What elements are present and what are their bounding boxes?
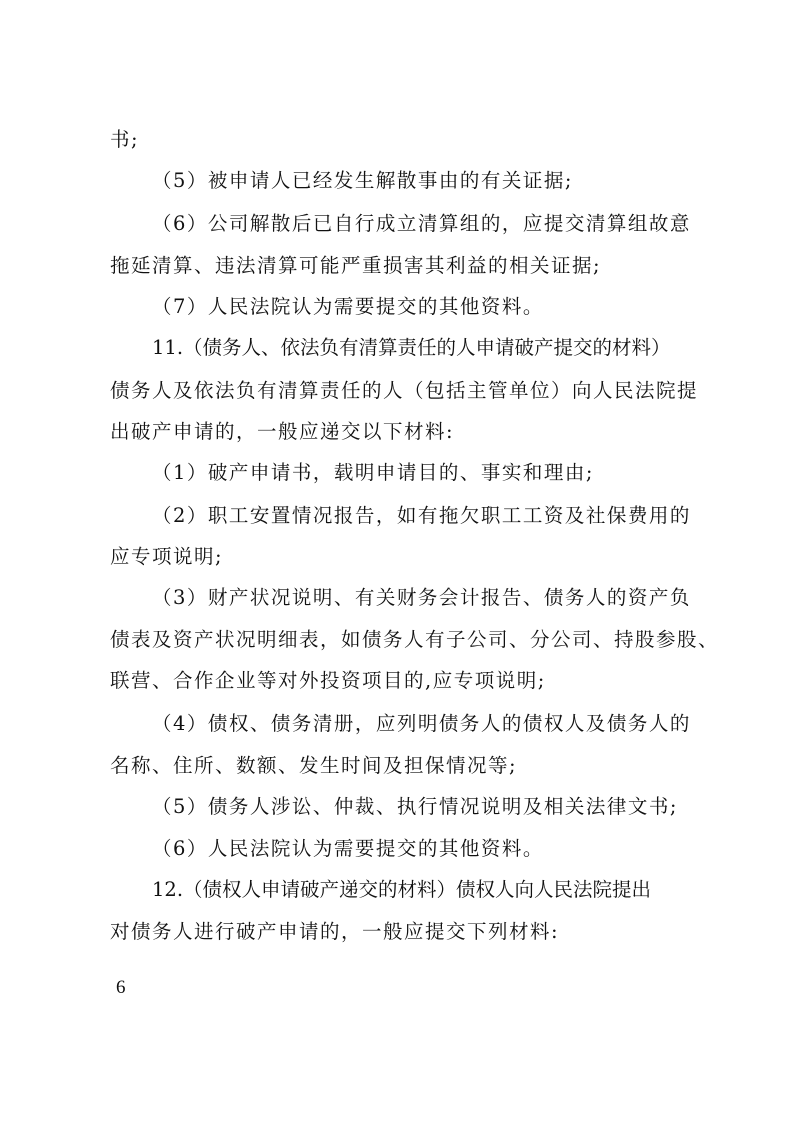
list-item-5b: （5）债务人涉讼、仲裁、执行情况说明及相关法律文书; (152, 795, 678, 818)
section-heading-11: 11.（债务人、依法负有清算责任的人申请破产提交的材料） (152, 336, 671, 359)
text-line: 对债务人进行破产申请的，一般应提交下列材料: (110, 920, 560, 943)
text-line: 出破产申请的，一般应递交以下材料: (110, 420, 455, 443)
text-line: 名称、住所、数额、发生时间及担保情况等; (110, 754, 518, 777)
list-item-5: （5）被申请人已经发生解散事由的有关证据; (152, 169, 573, 192)
list-item-6: （6）公司解散后已自行成立清算组的，应提交清算组故意 (152, 212, 691, 235)
list-item-1: （1）破产申请书，载明申请目的、事实和理由; (152, 461, 594, 484)
list-item-2: （2）职工安置情况报告，如有拖欠职工工资及社保费用的 (152, 504, 691, 527)
list-item-4: （4）债权、债务清册，应列明债务人的债权人及债务人的 (152, 712, 691, 735)
page-number: 6 (116, 977, 126, 998)
text-line: 应专项说明; (110, 545, 224, 568)
text-line: 债务人及依法负有清算责任的人（包括主管单位）向人民法院提 (110, 379, 699, 402)
text-line: 拖延清算、违法清算可能严重损害其利益的相关证据; (110, 254, 602, 277)
list-item-7: （7）人民法院认为需要提交的其他资料。 (152, 295, 544, 318)
text-line: 债表及资产状况明细表，如债务人有子公司、分公司、持股参股、 (110, 628, 720, 651)
text-line: 联营、合作企业等对外投资项目的,应专项说明; (110, 669, 546, 692)
text-line: 书; (110, 128, 140, 151)
list-item-3: （3）财产状况说明、有关财务会计报告、债务人的资产负 (152, 586, 691, 609)
section-heading-12: 12.（债权人申请破产递交的材料）债权人向人民法院提出 (152, 878, 652, 901)
list-item-6b: （6）人民法院认为需要提交的其他资料。 (152, 837, 544, 860)
